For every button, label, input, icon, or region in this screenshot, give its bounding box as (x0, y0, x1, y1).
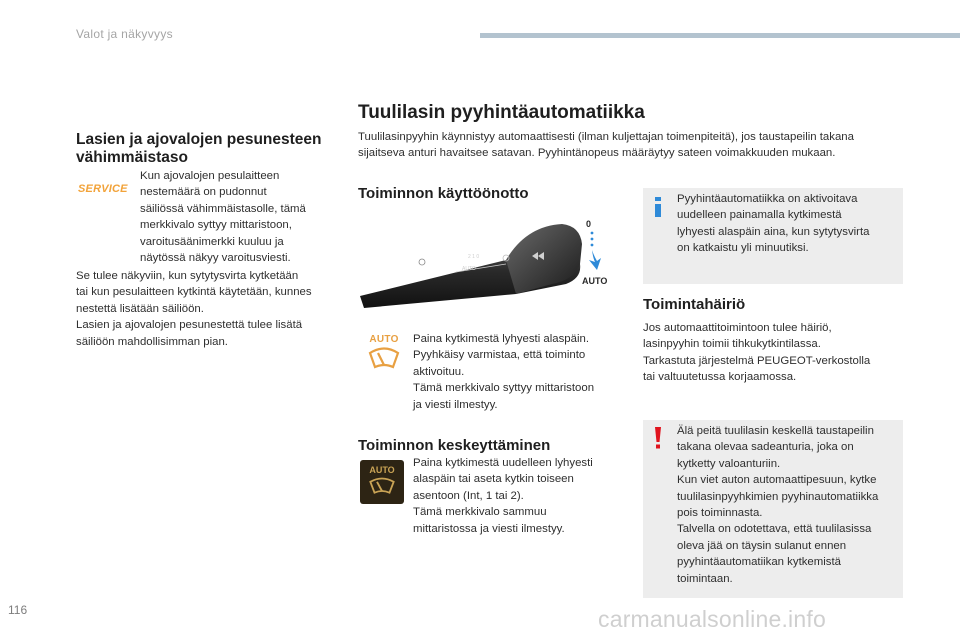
info-icon (653, 197, 663, 217)
service-warning-text: Kun ajovalojen pesulaitteen nestemäärä on pudonnut säiliössä vähimmäistasolle, tämä merkkivalo syttyy mittaristoon, varoitusäänimerkki kuuluu ja näytössä näkyy varoitusviesti. (140, 170, 306, 265)
fault-text: Jos automaattitoimintoon tulee häiriö, lasinpyyhin toimii tihkukytkintilassa. Tarkastuta järjestelmä PEUGEOT-verkostolla tai valtuutetussa korjaamossa. (643, 322, 871, 384)
auto-lamp-label: AUTO (369, 334, 399, 345)
warning-icon (653, 427, 663, 449)
service-warning-icon: SERVICE (78, 183, 128, 195)
svg-text:AUTO: AUTO (462, 266, 476, 272)
wiper-off-icon (367, 476, 397, 496)
wiper-icon (366, 345, 402, 371)
auto-wipe-heading: Tuulilasin pyyhintäautomatiikka (358, 102, 645, 123)
chapter-title: Valot ja näkyvyys (76, 27, 173, 41)
auto-lamp-off-label: AUTO (369, 465, 395, 475)
header-bar (480, 33, 960, 38)
info-text: Pyyhintäautomatiikka on aktivoitava uudelleen painamalla kytkimestä lyhyesti alaspäin aina, kun sytytysvirta on katkaistu yli minuutiksi. (677, 193, 870, 255)
auto-wipe-lamp-off-icon (360, 460, 404, 504)
auto-wipe-intro: Tuulilasinpyyhin käynnistyy automaattisesti (ilman kuljettajan toimenpiteitä), jos taustapeilin takana sijaitseva anturi havaitsee satavan. Pyyhintänopeus määräytyy sateen voimakkuuden mukaan. (358, 131, 854, 160)
stalk-position-auto: AUTO (582, 276, 608, 286)
activation-text: Paina kytkimestä lyhyesti alaspäin. Pyyhkäisy varmistaa, että toiminto aktivoituu. Tämä merkkivalo syttyy mittaristoon ja viesti ilmestyy. (413, 333, 595, 411)
watermark: carmanualsonline.info (598, 606, 826, 632)
washer-fluid-paragraph: Se tulee näkyviin, kun sytytysvirta kytketään tai kun pesulaitteen kytkintä käytetään, kunnes nestettä lisätään säiliöön. Lasien ja ajovalojen pesunestettä tulee lisätä säiliöön mahdollisimman pian. (76, 270, 312, 348)
warning-text: Älä peitä tuulilasin keskellä taustapeilin takana olevaa sadeanturia, joka on kytketty valoanturiin. Kun viet auton automaattipesuun, kytke tuulilasinpyyhkimien pyyhinautomatiikka pois toiminnasta. Talvella on odotettava, että tuulilasissa oleva jää on täysin sulanut ennen pyyhintäautomatiikan kytkemistä toimintaan. (677, 425, 879, 585)
stalk-position-zero: 0 (586, 219, 592, 229)
wiper-stalk-illustration (356, 210, 616, 310)
activation-heading: Toiminnon käyttöönotto (358, 185, 529, 202)
deactivation-heading: Toiminnon keskeyttäminen (358, 437, 551, 454)
svg-text:2 1 0: 2 1 0 (468, 254, 480, 260)
washer-fluid-heading: Lasien ja ajovalojen pesunesteen vähimmäistaso (76, 131, 322, 166)
auto-wipe-lamp-icon (366, 334, 402, 376)
deactivation-text: Paina kytkimestä uudelleen lyhyesti alaspäin tai aseta kytkin toiseen asentoon (Int, 1 tai 2). Tämä merkkivalo sammuu mittaristossa ja viesti ilmestyy. (413, 457, 593, 535)
page-number: 116 (8, 603, 28, 617)
fault-heading: Toimintahäiriö (643, 296, 746, 313)
arrow-down-icon (583, 230, 603, 272)
